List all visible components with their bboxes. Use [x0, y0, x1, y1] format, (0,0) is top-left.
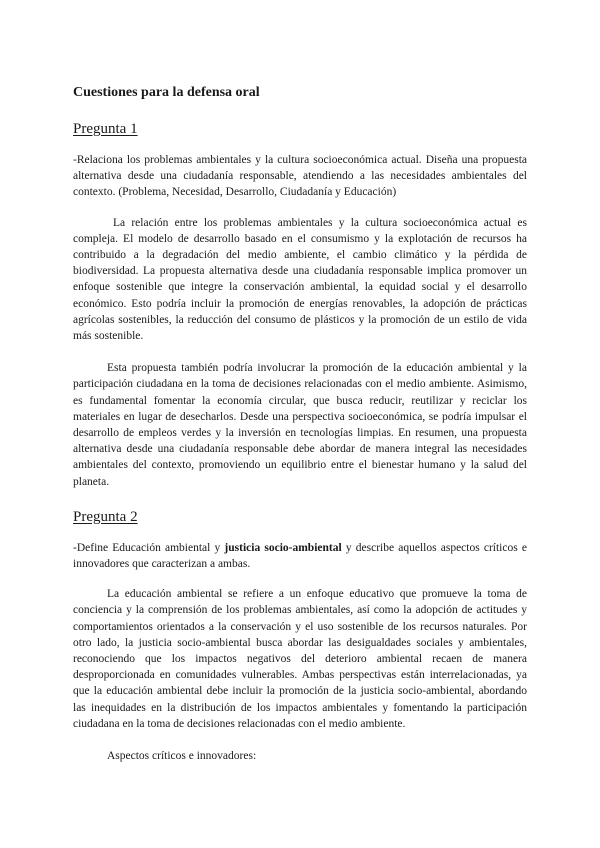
answer-1-paragraph-2: Esta propuesta también podría involucrar la promoción de la educación ambiental y la participación ciudadana en la toma de decisiones relacionadas con el medio ambiente. Asimismo, es fundamental fomentar la economía circular, que busca reducir, reutilizar y reciclar los materiales en lugar de desecharlos. Desde una perspectiva socioeconómica, se podría impulsar el desarrollo de empleos verdes y la inversión en tecnologías limpias. En resumen, una propuesta alternativa desde una ciudadanía responsable debe abordar de manera integral las necesidades ambientales del contexto, promoviendo un equilibrio entre el bienestar humano y la salud del planeta. — [73, 362, 527, 488]
question-2-text — [73, 540, 527, 572]
section-heading-pregunta-1: Pregunta 1 — [73, 121, 138, 137]
question-2-bold-term: justicia socio-ambiental — [224, 541, 342, 554]
question-2-prefix: -Define Educación ambiental y — [73, 541, 225, 554]
document-title: Cuestiones para la defensa oral — [73, 85, 260, 100]
answer-1-paragraph-1: La relación entre los problemas ambientales y la cultura socioeconómica actual es compleja. El modelo de desarrollo basado en el consumismo y la explotación de recursos ha contribuido a la degradación del medio ambiente, el cambio climático y la pérdida de biodiversidad. La propuesta alternativa desde una ciudadanía responsable implica promover un enfoque sostenible que integre la conservación ambiental, la equidad social y el desarrollo económico. Esto podría incluir la promoción de energías renovables, la adopción de prácticas agrícolas sostenibles, la reducción del consumo de plásticos y la promoción de un estilo de vida más sostenible. — [73, 216, 527, 343]
question-2-suffix: y describe aquellos aspectos críticos e innovadores que caracterizan a ambas. — [73, 541, 527, 571]
section-heading-pregunta-2: Pregunta 2 — [73, 508, 138, 525]
answer-2-paragraph-1: La educación ambiental se refiere a un enfoque educativo que promueve la toma de conciencia y la comprensión de los problemas ambientales, así como la adopción de actitudes y comportamientos orientados a la conservación y el uso sostenible de los recursos naturales. Por otro lado, la justicia socio-ambiental busca abordar las desigualdades sociales y ambientales, reconociendo que los impactos negativos del deterioro ambiental recaen de manera desproporcionada en comunidades vulnerables. Ambas perspectivas están interrelacionadas, ya que la educación ambiental debe incluir la promoción de la justicia socio-ambiental, abordando las inequidades en la distribución de los impactos ambientales y fomentando la participación ciudadana en la toma de decisiones relacionadas con el medio ambiente. — [73, 588, 527, 730]
question-1-text: -Relaciona los problemas ambientales y la cultura socioeconómica actual. Diseña una propuesta alternativa desde una ciudadanía responsable, atendiendo a las necesidades ambientales del contexto. (Problema, Necesidad, Desarrollo, Ciudadanía y Educación) — [73, 154, 527, 199]
aspects-list-label: Aspectos críticos e innovadores: — [107, 750, 257, 763]
document-content — [73, 84, 527, 764]
